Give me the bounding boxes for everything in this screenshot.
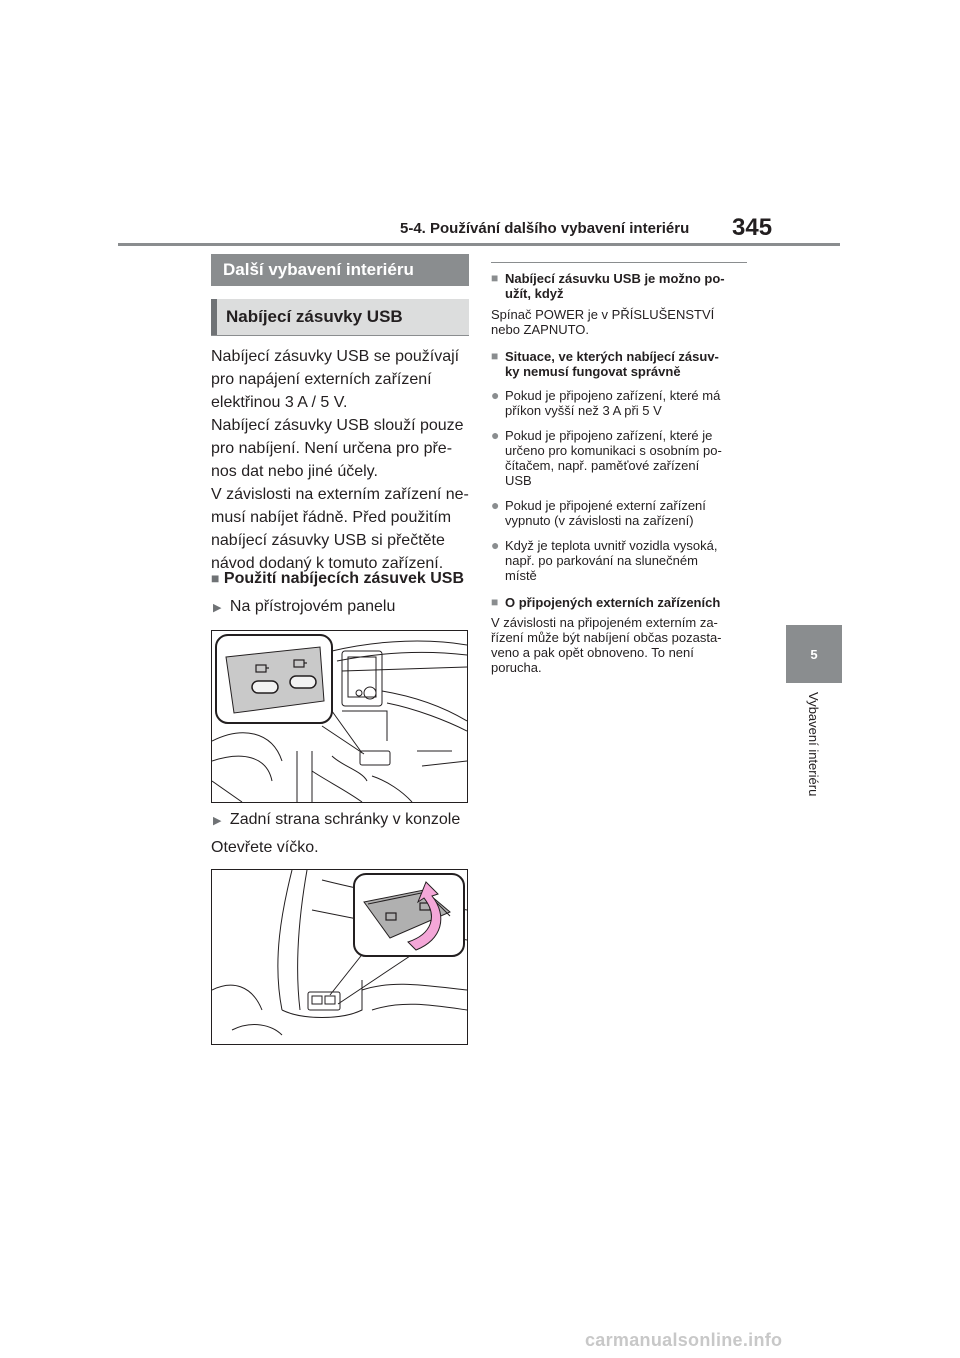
square-bullet-icon: ■ xyxy=(491,595,499,609)
list-item: ● Pokud je připojeno zařízení, které je určeno pro komunikaci s osobním po- čítačem, např. paměťové zařízení USB xyxy=(491,427,722,488)
right-column-rule xyxy=(491,262,747,263)
chapter-tab-label: Vybavení interiéru xyxy=(806,692,821,797)
square-bullet-icon: ■ xyxy=(491,271,499,285)
note-heading-usable-when: ■ Nabíjecí zásuvku USB je možno po- užít, když xyxy=(491,271,725,301)
list-item: ● Pokud je připojené externí zařízení vypnuto (v závislosti na zařízení) xyxy=(491,497,706,528)
item-console-rear-text: Zadní strana schránky v konzole xyxy=(229,811,461,828)
triangle-bullet-icon: ▶ xyxy=(213,602,222,614)
dot-bullet-icon: ● xyxy=(491,537,500,553)
dot-bullet-icon: ● xyxy=(491,387,500,403)
running-header: 5-4. Používání dalšího vybavení interiéru xyxy=(400,220,690,237)
dashboard-drawing xyxy=(212,631,467,802)
item-instrument-panel xyxy=(213,596,475,619)
note-heading-external-devices: ■ O připojených externích zařízeních xyxy=(491,595,721,610)
section-banner: Další vybavení interiéru xyxy=(211,254,469,286)
intro-line: pro napájení externích zařízení xyxy=(211,371,432,388)
intro-line: Nabíjecí zásuvky USB se používají xyxy=(211,348,460,365)
intro-line: Nabíjecí zásuvky USB slouží pouze xyxy=(211,417,464,434)
intro-line: V závislosti na externím zařízení ne- xyxy=(211,486,469,503)
intro-line: návod dodaný k tomuto zařízení. xyxy=(211,555,444,572)
list-item: ● Když je teplota uvnitř vozidla vysoká, např. po parkování na slunečném místě xyxy=(491,537,718,583)
list-item: ● Pokud je připojeno zařízení, které má příkon vyšší než 3 A při 5 V xyxy=(491,387,721,418)
right-column xyxy=(491,271,753,675)
dot-bullet-icon: ● xyxy=(491,497,500,513)
dot-bullet-icon: ● xyxy=(491,427,500,443)
intro-line: musí nabíjet řádně. Před použitím xyxy=(211,509,452,526)
watermark: carmanualsonline.info xyxy=(585,1330,783,1350)
instrument-panel-illustration xyxy=(211,630,468,803)
intro-text xyxy=(211,346,473,574)
usage-heading xyxy=(211,568,473,589)
note-text-power: Spínač POWER je v PŘÍSLUŠENSTVÍ nebo ZAPNUTO. xyxy=(491,307,715,337)
item-console-rear-note: Otevřete víčko. xyxy=(211,839,319,856)
intro-line: pro nabíjení. Není určena pro pře- xyxy=(211,440,453,457)
subheading-rule xyxy=(211,335,469,336)
intro-line: nabíjecí zásuvky USB si přečtěte xyxy=(211,532,445,549)
item-instrument-panel-text: Na přístrojovém panelu xyxy=(229,598,396,615)
note-heading-may-not-work: ■ Situace, ve kterých nabíjecí zásuv- ky nemusí fungovat správně xyxy=(491,349,719,379)
console-drawing xyxy=(212,870,467,1044)
section-subheading: Nabíjecí zásuvky USB xyxy=(211,299,469,335)
square-bullet-icon: ■ xyxy=(211,570,220,586)
chapter-tab: 5 xyxy=(786,625,842,683)
intro-line: nos dat nebo jiné účely. xyxy=(211,463,378,480)
console-rear-illustration xyxy=(211,869,468,1045)
intro-line: elektřinou 3 A / 5 V. xyxy=(211,394,348,411)
header-rule xyxy=(118,243,840,246)
usage-heading-text: Použití nabíjecích zásuvek USB xyxy=(223,570,464,587)
page-number: 345 xyxy=(732,214,773,241)
item-console-rear xyxy=(213,809,475,832)
square-bullet-icon: ■ xyxy=(491,349,499,363)
triangle-bullet-icon: ▶ xyxy=(213,815,222,827)
note-text-external-devices: V závislosti na připojeném externím za- řízení může být nabíjení občas pozasta- veno a pak opět obnoveno. To není porucha. xyxy=(491,615,722,675)
